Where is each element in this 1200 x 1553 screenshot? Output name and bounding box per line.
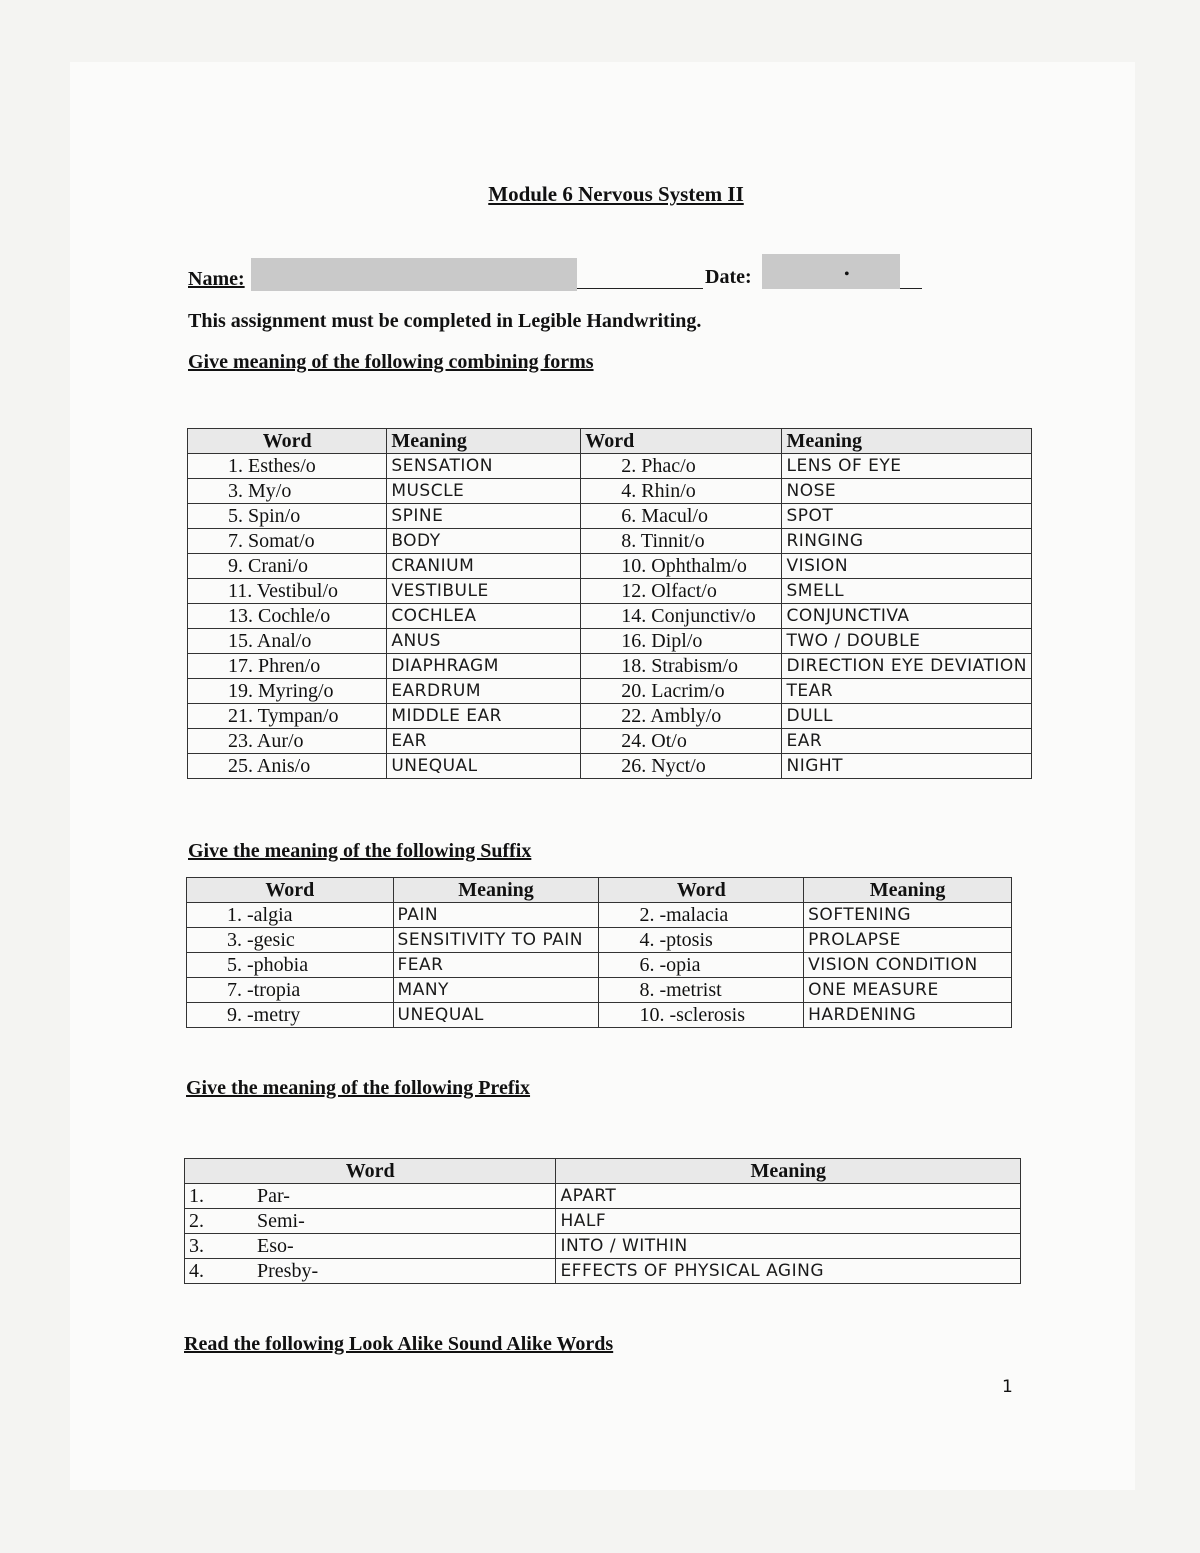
header-meaning: Meaning: [393, 878, 599, 903]
word-cell: 23. Aur/o: [188, 729, 387, 754]
word-cell: 9. Crani/o: [188, 554, 387, 579]
name-redaction: [251, 258, 577, 291]
meaning-cell: EARDRUM: [387, 679, 581, 704]
suffix-table: [186, 877, 1012, 1028]
header-meaning: Meaning: [387, 429, 581, 454]
prefix-table: [184, 1158, 1021, 1284]
meaning-cell: SPOT: [782, 504, 1032, 529]
table-row: [188, 729, 1032, 754]
word-cell: [185, 1259, 556, 1284]
word-cell: 5. -phobia: [187, 953, 394, 978]
meaning-cell: DIRECTION EYE DEVIATION: [782, 654, 1032, 679]
meaning-cell: TWO / DOUBLE: [782, 629, 1032, 654]
meaning-cell: SMELL: [782, 579, 1032, 604]
word-cell: 21. Tympan/o: [188, 704, 387, 729]
meaning-cell: MIDDLE EAR: [387, 704, 581, 729]
meaning-cell: PAIN: [393, 903, 599, 928]
word-cell: 10. -sclerosis: [599, 1003, 804, 1028]
table-row: [188, 454, 1032, 479]
table-row: [188, 604, 1032, 629]
meaning-cell: EFFECTS OF PHYSICAL AGING: [556, 1259, 1021, 1284]
instruction-text: This assignment must be completed in Legible Handwriting.: [188, 310, 702, 332]
word-cell: 7. -tropia: [187, 978, 394, 1003]
meaning-cell: UNEQUAL: [393, 1003, 599, 1028]
word-cell: 10. Ophthalm/o: [581, 554, 782, 579]
table-row: [188, 479, 1032, 504]
meaning-cell: APART: [556, 1184, 1021, 1209]
word-cell: [185, 1209, 556, 1234]
header-meaning: Meaning: [782, 429, 1032, 454]
word-cell: 13. Cochle/o: [188, 604, 387, 629]
word-cell: 6. Macul/o: [581, 504, 782, 529]
table-row: [188, 679, 1032, 704]
table-row: [188, 654, 1032, 679]
word-cell: 20. Lacrim/o: [581, 679, 782, 704]
word-cell: 17. Phren/o: [188, 654, 387, 679]
meaning-cell: NOSE: [782, 479, 1032, 504]
word-cell: 1. Esthes/o: [188, 454, 387, 479]
table-row: [187, 978, 1012, 1003]
combining-forms-table: [187, 428, 1032, 779]
table-row: [188, 629, 1032, 654]
word-cell: 19. Myring/o: [188, 679, 387, 704]
word-cell: 9. -metry: [187, 1003, 394, 1028]
meaning-cell: COCHLEA: [387, 604, 581, 629]
meaning-cell: BODY: [387, 529, 581, 554]
table-row: [187, 1003, 1012, 1028]
word-cell: 5. Spin/o: [188, 504, 387, 529]
table-row: [187, 953, 1012, 978]
word-cell: 2. -malacia: [599, 903, 804, 928]
word-cell: 15. Anal/o: [188, 629, 387, 654]
word-cell: 2. Phac/o: [581, 454, 782, 479]
word-cell: [185, 1184, 556, 1209]
table-row: [185, 1259, 1021, 1284]
meaning-cell: ANUS: [387, 629, 581, 654]
word-cell: 18. Strabism/o: [581, 654, 782, 679]
word-cell: 14. Conjunctiv/o: [581, 604, 782, 629]
word-cell: 1. -algia: [187, 903, 394, 928]
look-alike-heading: Read the following Look Alike Sound Alike Words: [184, 1333, 614, 1355]
table-row: [188, 754, 1032, 779]
table-header-row: [185, 1159, 1021, 1184]
word-cell: 11. Vestibul/o: [188, 579, 387, 604]
prefix-word: Presby-: [257, 1260, 319, 1282]
prefix-word: Par-: [257, 1185, 290, 1207]
page-number: 1: [1002, 1377, 1013, 1397]
table-header-row: [187, 878, 1012, 903]
header-word: Word: [187, 878, 394, 903]
row-number: 1.: [189, 1185, 204, 1207]
prefix-word: Semi-: [257, 1210, 305, 1232]
meaning-cell: CONJUNCTIVA: [782, 604, 1032, 629]
word-cell: 7. Somat/o: [188, 529, 387, 554]
suffix-heading: Give the meaning of the following Suffix: [188, 840, 532, 862]
word-cell: 3. -gesic: [187, 928, 394, 953]
meaning-cell: FEAR: [393, 953, 599, 978]
table-header-row: [188, 429, 1032, 454]
header-meaning: Meaning: [556, 1159, 1021, 1184]
page-title: Module 6 Nervous System II: [488, 182, 744, 206]
meaning-cell: MUSCLE: [387, 479, 581, 504]
meaning-cell: DIAPHRAGM: [387, 654, 581, 679]
header-word: Word: [185, 1159, 556, 1184]
word-cell: 22. Ambly/o: [581, 704, 782, 729]
meaning-cell: SPINE: [387, 504, 581, 529]
row-number: 2.: [189, 1210, 204, 1232]
meaning-cell: TEAR: [782, 679, 1032, 704]
row-number: 4.: [189, 1260, 204, 1282]
table-row: [187, 903, 1012, 928]
meaning-cell: CRANIUM: [387, 554, 581, 579]
meaning-cell: HARDENING: [804, 1003, 1012, 1028]
word-cell: [185, 1234, 556, 1259]
meaning-cell: VISION CONDITION: [804, 953, 1012, 978]
meaning-cell: UNEQUAL: [387, 754, 581, 779]
prefix-word: Eso-: [257, 1235, 294, 1257]
meaning-cell: NIGHT: [782, 754, 1032, 779]
date-line: [900, 288, 922, 289]
meaning-cell: ONE MEASURE: [804, 978, 1012, 1003]
word-cell: 6. -opia: [599, 953, 804, 978]
meaning-cell: PROLAPSE: [804, 928, 1012, 953]
meaning-cell: RINGING: [782, 529, 1032, 554]
meaning-cell: MANY: [393, 978, 599, 1003]
date-redaction: [762, 254, 900, 289]
word-cell: 12. Olfact/o: [581, 579, 782, 604]
word-cell: 3. My/o: [188, 479, 387, 504]
header-word: Word: [188, 429, 387, 454]
table-row: [188, 554, 1032, 579]
name-line: [577, 288, 703, 289]
word-cell: 16. Dipl/o: [581, 629, 782, 654]
meaning-cell: INTO / WITHIN: [556, 1234, 1021, 1259]
word-cell: 4. Rhin/o: [581, 479, 782, 504]
table-row: [188, 704, 1032, 729]
table-row: [185, 1184, 1021, 1209]
prefix-heading: Give the meaning of the following Prefix: [186, 1077, 531, 1099]
table-row: [188, 529, 1032, 554]
meaning-cell: DULL: [782, 704, 1032, 729]
word-cell: 25. Anis/o: [188, 754, 387, 779]
meaning-cell: EAR: [387, 729, 581, 754]
table-row: [188, 579, 1032, 604]
combining-forms-heading: Give meaning of the following combining forms: [188, 351, 594, 373]
word-cell: 26. Nyct/o: [581, 754, 782, 779]
word-cell: 24. Ot/o: [581, 729, 782, 754]
header-word: Word: [599, 878, 804, 903]
meaning-cell: SOFTENING: [804, 903, 1012, 928]
header-meaning: Meaning: [804, 878, 1012, 903]
date-label: Date:: [705, 266, 752, 288]
table-row: [188, 504, 1032, 529]
word-cell: 8. -metrist: [599, 978, 804, 1003]
meaning-cell: LENS OF EYE: [782, 454, 1032, 479]
word-cell: 8. Tinnit/o: [581, 529, 782, 554]
table-row: [185, 1209, 1021, 1234]
meaning-cell: SENSITIVITY TO PAIN: [393, 928, 599, 953]
meaning-cell: EAR: [782, 729, 1032, 754]
name-label: Name:: [188, 268, 245, 290]
table-row: [187, 928, 1012, 953]
meaning-cell: VESTIBULE: [387, 579, 581, 604]
meaning-cell: HALF: [556, 1209, 1021, 1234]
table-row: [185, 1234, 1021, 1259]
meaning-cell: SENSATION: [387, 454, 581, 479]
date-dot: •: [844, 266, 850, 283]
row-number: 3.: [189, 1235, 204, 1257]
meaning-cell: VISION: [782, 554, 1032, 579]
word-cell: 4. -ptosis: [599, 928, 804, 953]
header-word: Word: [581, 429, 782, 454]
